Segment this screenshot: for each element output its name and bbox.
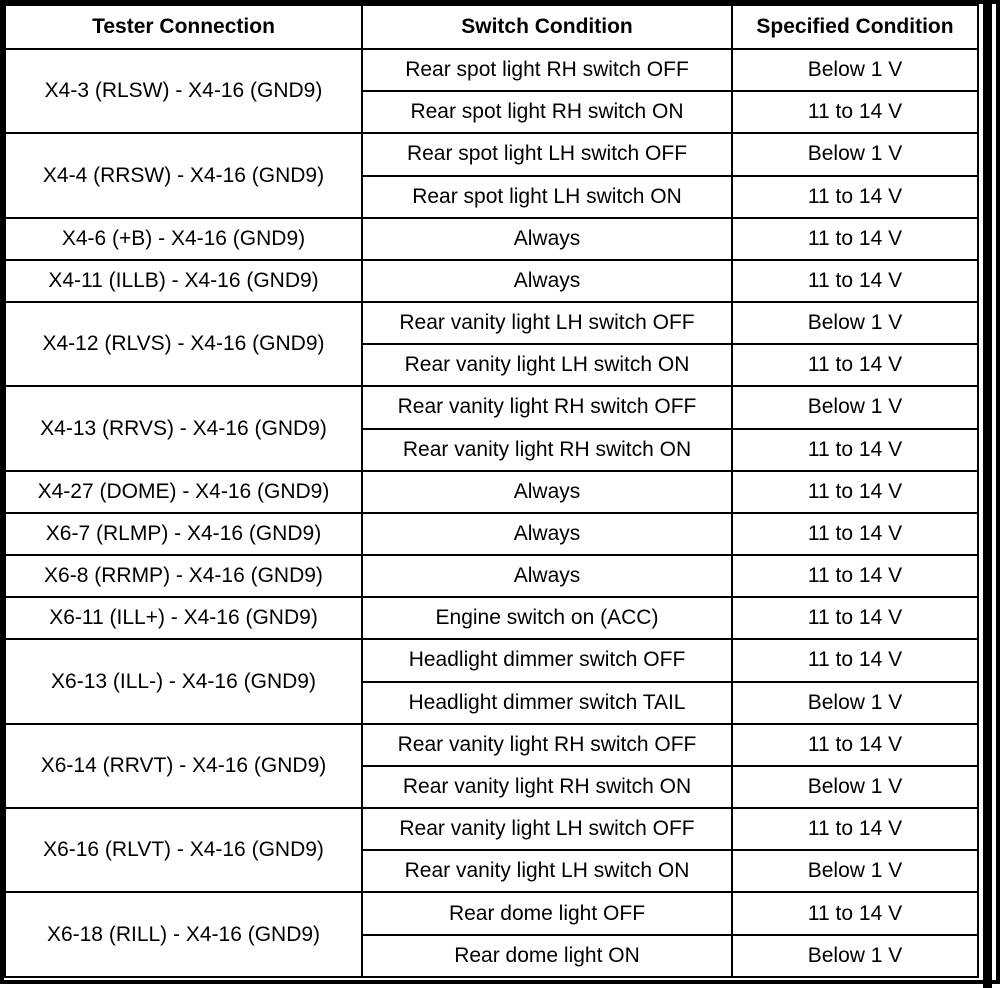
specified-condition-cell: Below 1 V — [732, 935, 978, 977]
switch-condition-cell: Rear spot light RH switch OFF — [362, 49, 732, 91]
tester-connection-cell: X4-3 (RLSW) - X4-16 (GND9) — [5, 49, 362, 133]
specified-condition-cell: 11 to 14 V — [732, 91, 978, 133]
switch-condition-cell: Rear spot light LH switch OFF — [362, 133, 732, 175]
specified-condition-cell: Below 1 V — [732, 133, 978, 175]
switch-condition-cell: Headlight dimmer switch OFF — [362, 639, 732, 681]
switch-condition-cell: Always — [362, 555, 732, 597]
table-row — [5, 471, 978, 513]
specified-condition-cell: 11 to 14 V — [732, 471, 978, 513]
tester-connection-table — [4, 4, 979, 978]
tester-connection-cell: X4-11 (ILLB) - X4-16 (GND9) — [5, 260, 362, 302]
header-row — [5, 5, 978, 49]
table-row — [5, 808, 978, 850]
specified-condition-cell: Below 1 V — [732, 49, 978, 91]
switch-condition-cell: Rear dome light OFF — [362, 892, 732, 934]
specified-condition-cell: 11 to 14 V — [732, 555, 978, 597]
specified-condition-cell: Below 1 V — [732, 850, 978, 892]
header-specified-condition: Specified Condition — [732, 5, 978, 49]
switch-condition-cell: Rear spot light LH switch ON — [362, 176, 732, 218]
tester-connection-cell: X4-4 (RRSW) - X4-16 (GND9) — [5, 133, 362, 217]
tester-connection-cell: X6-16 (RLVT) - X4-16 (GND9) — [5, 808, 362, 892]
switch-condition-cell: Rear vanity light RH switch ON — [362, 429, 732, 471]
tester-connection-cell: X4-13 (RRVS) - X4-16 (GND9) — [5, 386, 362, 470]
table-row — [5, 302, 978, 344]
tester-connection-cell: X4-27 (DOME) - X4-16 (GND9) — [5, 471, 362, 513]
specified-condition-cell: 11 to 14 V — [732, 808, 978, 850]
table-row — [5, 639, 978, 681]
specified-condition-cell: 11 to 14 V — [732, 218, 978, 260]
tester-connection-cell: X6-14 (RRVT) - X4-16 (GND9) — [5, 724, 362, 808]
table-row — [5, 513, 978, 555]
specified-condition-cell: 11 to 14 V — [732, 260, 978, 302]
tester-connection-cell: X4-6 (+B) - X4-16 (GND9) — [5, 218, 362, 260]
switch-condition-cell: Rear vanity light LH switch ON — [362, 344, 732, 386]
specified-condition-cell: 11 to 14 V — [732, 176, 978, 218]
tester-connection-cell: X6-18 (RILL) - X4-16 (GND9) — [5, 892, 362, 977]
specified-condition-cell: 11 to 14 V — [732, 597, 978, 639]
tester-connection-cell: X6-11 (ILL+) - X4-16 (GND9) — [5, 597, 362, 639]
right-edge-bar — [983, 0, 992, 988]
switch-condition-cell: Headlight dimmer switch TAIL — [362, 682, 732, 724]
table-row — [5, 260, 978, 302]
switch-condition-cell: Always — [362, 218, 732, 260]
table-row — [5, 218, 978, 260]
specified-condition-cell: Below 1 V — [732, 386, 978, 428]
switch-condition-cell: Engine switch on (ACC) — [362, 597, 732, 639]
switch-condition-cell: Rear vanity light RH switch ON — [362, 766, 732, 808]
header-switch-condition: Switch Condition — [362, 5, 732, 49]
specified-condition-cell: 11 to 14 V — [732, 724, 978, 766]
tester-connection-cell: X6-13 (ILL-) - X4-16 (GND9) — [5, 639, 362, 723]
switch-condition-cell: Rear vanity light LH switch OFF — [362, 808, 732, 850]
tester-connection-cell: X6-7 (RLMP) - X4-16 (GND9) — [5, 513, 362, 555]
switch-condition-cell: Always — [362, 513, 732, 555]
tester-connection-cell: X6-8 (RRMP) - X4-16 (GND9) — [5, 555, 362, 597]
table-row — [5, 555, 978, 597]
switch-condition-cell: Rear spot light RH switch ON — [362, 91, 732, 133]
specified-condition-cell: Below 1 V — [732, 766, 978, 808]
specified-condition-cell: 11 to 14 V — [732, 429, 978, 471]
table-row — [5, 49, 978, 91]
specified-condition-cell: 11 to 14 V — [732, 892, 978, 934]
table-body — [5, 49, 978, 977]
header-tester-connection: Tester Connection — [5, 5, 362, 49]
switch-condition-cell: Rear vanity light RH switch OFF — [362, 386, 732, 428]
table-row — [5, 386, 978, 428]
tester-connection-cell: X4-12 (RLVS) - X4-16 (GND9) — [5, 302, 362, 386]
table-row — [5, 597, 978, 639]
switch-condition-cell: Rear vanity light LH switch ON — [362, 850, 732, 892]
specified-condition-cell: Below 1 V — [732, 302, 978, 344]
specified-condition-cell: 11 to 14 V — [732, 344, 978, 386]
switch-condition-cell: Rear dome light ON — [362, 935, 732, 977]
specified-condition-cell: 11 to 14 V — [732, 513, 978, 555]
table-row — [5, 724, 978, 766]
switch-condition-cell: Rear vanity light LH switch OFF — [362, 302, 732, 344]
switch-condition-cell: Rear vanity light RH switch OFF — [362, 724, 732, 766]
table-row — [5, 892, 978, 934]
switch-condition-cell: Always — [362, 260, 732, 302]
table-row — [5, 133, 978, 175]
specified-condition-cell: 11 to 14 V — [732, 639, 978, 681]
specified-condition-cell: Below 1 V — [732, 682, 978, 724]
switch-condition-cell: Always — [362, 471, 732, 513]
